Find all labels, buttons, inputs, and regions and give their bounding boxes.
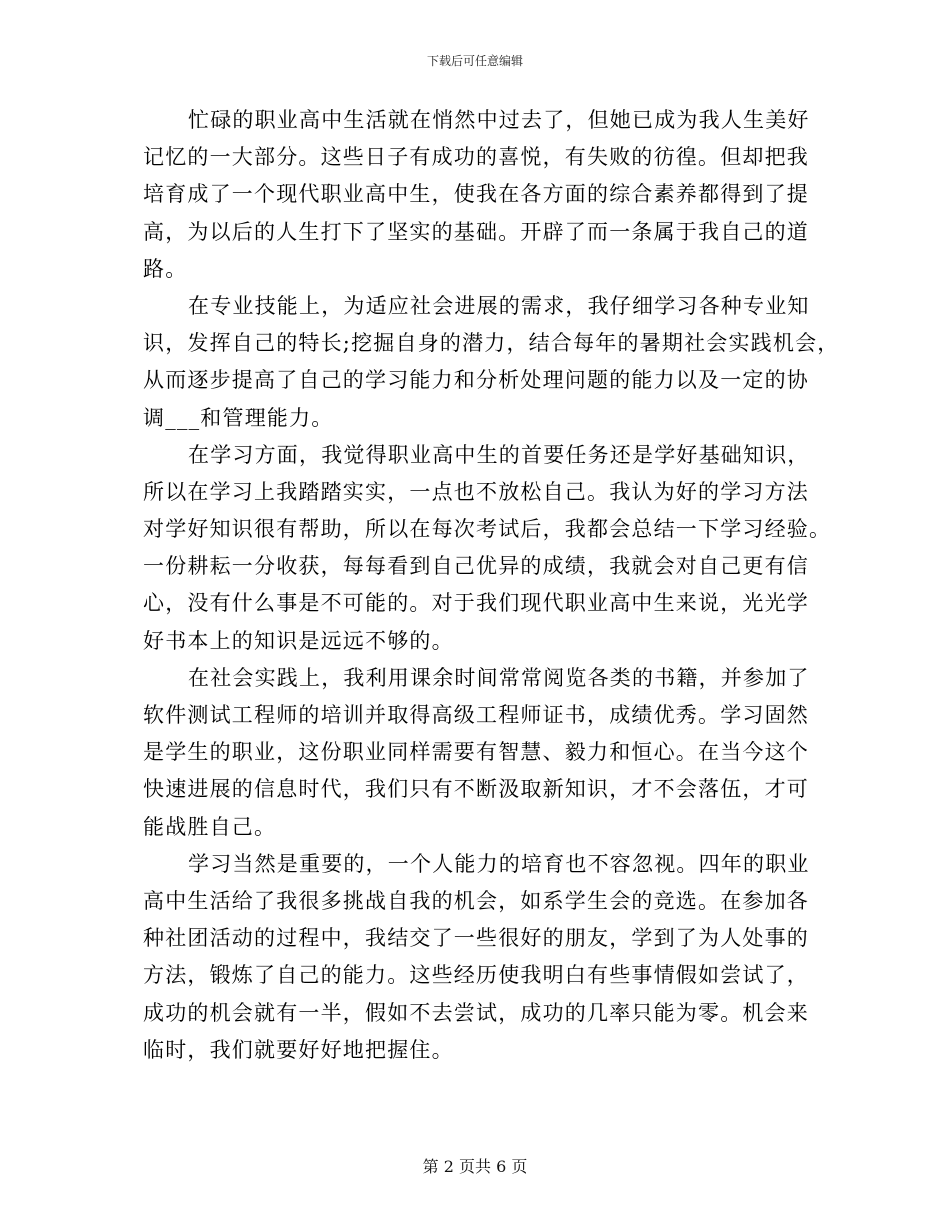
- text-line: 路。: [143, 256, 188, 281]
- page-footer: [0, 1157, 950, 1177]
- text-line: 调___和管理能力。: [143, 405, 334, 430]
- text-line: 忙碌的职业高中生活就在悄然中过去了，但她已成为我人生美好: [188, 108, 810, 132]
- text-line: 在学习方面，我觉得职业高中生的首要任务还是学好基础知识，: [188, 442, 810, 467]
- page-header: [0, 53, 950, 69]
- text-line: 临时，我们就要好好地把握住。: [143, 1037, 454, 1062]
- text-line: 快速进展的信息时代，我们只有不断汲取新知识，才不会落伍，才可: [143, 777, 809, 802]
- text-line: 对学好知识很有帮助，所以在每次考试后，我都会总结一下学习经验。: [143, 517, 832, 542]
- text-line: 好书本上的知识是远远不够的。: [143, 628, 454, 653]
- text-line: 方法，锻炼了自己的能力。这些经历使我明白有些事情假如尝试了，: [143, 963, 809, 988]
- text-line: 所以在学习上我踏踏实实，一点也不放松自己。我认为好的学习方法: [143, 479, 809, 504]
- text-line: 从而逐步提高了自己的学习能力和分析处理问题的能力以及一定的协: [143, 368, 809, 393]
- text-line: 记忆的一大部分。这些日子有成功的喜悦，有失败的彷徨。但却把我: [143, 145, 809, 170]
- text-line: 心，没有什么事是不可能的。对于我们现代职业高中生来说，光光学: [143, 591, 809, 616]
- text-line: 是学生的职业，这份职业同样需要有智慧、毅力和恒心。在当今这个: [143, 740, 809, 765]
- paragraph-1: [143, 102, 823, 288]
- text-line: 在专业技能上，为适应社会进展的需求，我仔细学习各种专业知: [188, 293, 810, 318]
- text-line: 在社会实践上，我利用课余时间常常阅览各类的书籍，并参加了: [188, 665, 810, 690]
- text-line: 培育成了一个现代职业高中生，使我在各方面的综合素养都得到了提: [143, 182, 809, 207]
- text-line: 一份耕耘一分收获，每每看到自己优异的成绩，我就会对自己更有信: [143, 554, 809, 579]
- header-text: 下载后可任意编辑: [426, 54, 523, 68]
- text-line: 高中生活给了我很多挑战自我的机会，如系学生会的竞选。在参加各: [143, 888, 809, 913]
- text-line: 能战胜自己。: [143, 814, 277, 839]
- paragraph-5: [143, 846, 823, 1069]
- paragraph-2: [143, 288, 840, 437]
- text-line: 学习当然是重要的，一个人能力的培育也不容忽视。四年的职业: [188, 851, 810, 876]
- text-line: 识，发挥自己的特长;挖掘自身的潜力，结合每年的暑期社会实践机会，: [143, 331, 840, 356]
- page-number-label: 第 2 页共 6 页: [422, 1157, 528, 1176]
- document-body: [143, 102, 840, 1069]
- text-line: 成功的机会就有一半，假如不去尝试，成功的几率只能为零。机会来: [143, 1000, 809, 1025]
- text-line: 软件测试工程师的培训并取得高级工程师证书，成绩优秀。学习固然: [143, 703, 809, 727]
- text-line: 高，为以后的人生打下了坚实的基础。开辟了而一条属于我自己的道: [143, 219, 809, 244]
- paragraph-4: [143, 660, 823, 846]
- text-line: 种社团活动的过程中，我结交了一些很好的朋友，学到了为人处事的: [143, 926, 809, 951]
- paragraph-3: [143, 437, 832, 660]
